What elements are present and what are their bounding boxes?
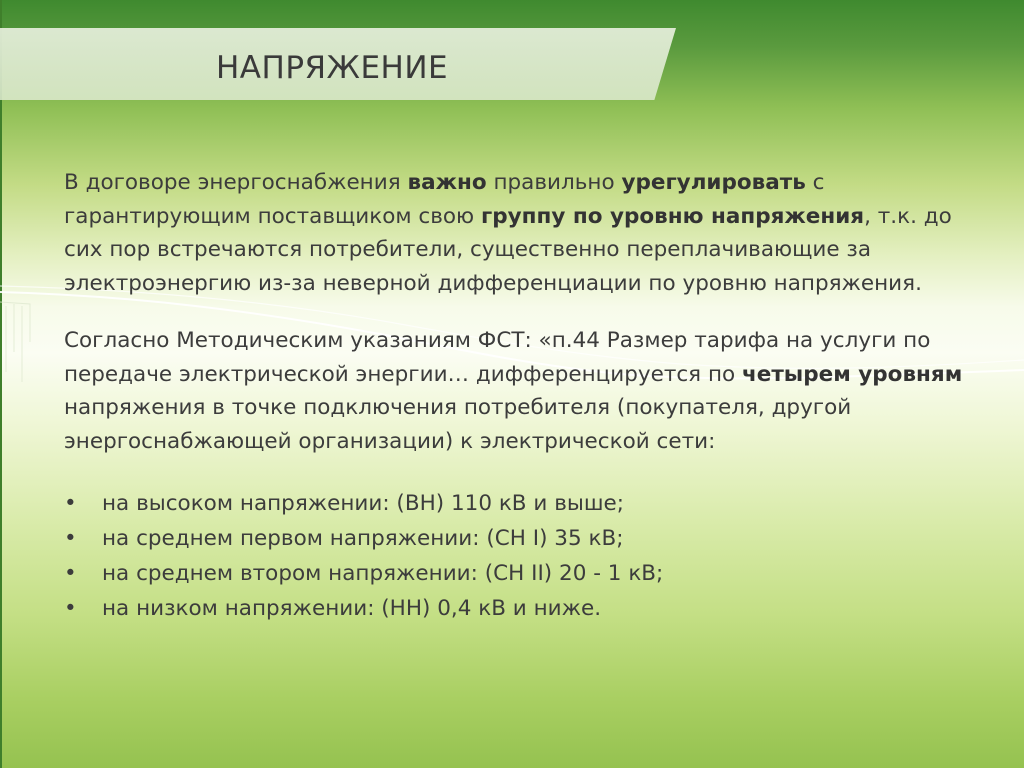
- list-item: [64, 486, 994, 521]
- list-item-text: на среднем первом напряжении: (СН I) 35 кВ;: [102, 526, 624, 551]
- bullet-icon: •: [64, 596, 77, 621]
- voltage-levels-list: [64, 486, 994, 626]
- bold-voltage-group: группу по уровню напряжения: [481, 203, 865, 229]
- list-item: [64, 521, 994, 556]
- bold-regulate: урегулировать: [621, 170, 806, 195]
- bullet-icon: •: [64, 561, 77, 586]
- paragraph-contract: [64, 166, 994, 300]
- slide-title: НАПРЯЖЕНИЕ: [216, 50, 449, 86]
- text-run: , т.к. до сих пор встречаются потребители, существенно переплачивающие за электроэнергию из-за неверной дифференциации по уровню напряжения.: [64, 203, 952, 296]
- paragraph-fst-guidelines: [64, 324, 994, 458]
- text-run: правильно: [486, 170, 622, 195]
- list-item-text: на низком напряжении: (НН) 0,4 кВ и ниже.: [102, 596, 602, 621]
- list-item-text: на высоком напряжении: (ВН) 110 кВ и выше;: [102, 491, 624, 516]
- list-item: [64, 556, 994, 591]
- bold-important: важно: [407, 170, 487, 195]
- text-run: В договоре энергоснабжения: [64, 170, 408, 195]
- text-run: с гарантирующим поставщиком свою: [64, 170, 825, 229]
- bullet-icon: •: [64, 526, 77, 551]
- bold-four-levels: четырем уровням: [742, 361, 963, 387]
- slide-body: [64, 166, 994, 626]
- text-run: Согласно Методическим указаниям ФСТ: «п.44 Размер тарифа на услуги по передаче электрической энергии… дифференцируется по: [64, 328, 931, 387]
- bullet-icon: •: [64, 491, 77, 516]
- text-run: напряжения в точке подключения потребителя (покупателя, другой энергоснабжающей организации) к электрической сети:: [64, 395, 852, 454]
- list-item: [64, 591, 994, 626]
- list-item-text: на среднем втором напряжении: (СН II) 20 - 1 кВ;: [102, 561, 664, 586]
